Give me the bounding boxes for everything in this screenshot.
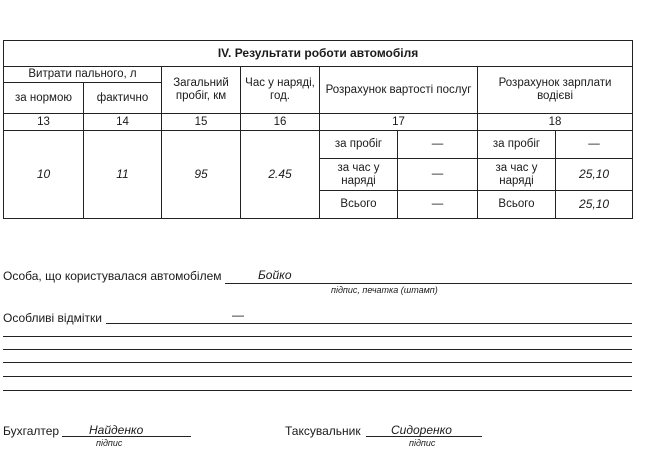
salary-row-label: за час у наряді	[478, 159, 556, 191]
salary-row-value: —	[556, 131, 633, 159]
taxer-signature-hint: підпис	[409, 438, 436, 448]
column-number: 18	[478, 114, 633, 131]
service-cost-row-label: за пробіг	[320, 131, 398, 159]
accountant-signature: Найденко	[89, 423, 144, 437]
notes-line-2	[3, 336, 632, 337]
fuel-actual-header: фактично	[84, 83, 162, 114]
notes-line-4	[3, 362, 632, 363]
service-cost-row-value: —	[398, 131, 478, 159]
column-number: 15	[162, 114, 241, 131]
notes-line-6	[3, 390, 632, 391]
results-table	[3, 40, 633, 219]
notes-line-5	[3, 376, 632, 377]
column-number: 13	[4, 114, 84, 131]
accountant-label: Бухгалтер	[3, 424, 60, 438]
fuel-norm-value: 10	[4, 131, 84, 219]
service-cost-row-label: за час у наряді	[320, 159, 398, 191]
total-mileage-value: 95	[162, 131, 241, 219]
person-label: Особа, що користувалася автомобілем	[3, 269, 222, 283]
service-cost-row-value: —	[398, 159, 478, 191]
salary-row-value: 25,10	[556, 159, 633, 191]
notes-value: —	[232, 308, 244, 322]
salary-row-value: 25,10	[556, 191, 633, 219]
notes-line	[106, 323, 632, 324]
column-number: 17	[320, 114, 478, 131]
fuel-actual-value: 11	[84, 131, 162, 219]
column-number: 16	[241, 114, 320, 131]
accountant-signature-hint: підпис	[96, 438, 123, 448]
salary-row-label: за пробіг	[478, 131, 556, 159]
notes-label: Особливі відмітки	[3, 311, 102, 325]
person-signature-line	[225, 283, 632, 284]
taxer-signature: Сидоренко	[391, 423, 452, 437]
fuel-norm-header: за нормою	[4, 83, 84, 114]
time-on-duty-value: 2.45	[241, 131, 320, 219]
person-signature-hint: підпис, печатка (штамп)	[331, 285, 438, 295]
service-cost-row-label: Всього	[320, 191, 398, 219]
service-cost-header: Розрахунок вартості послуг	[320, 67, 478, 114]
time-on-duty-header: Час у наряді, год.	[241, 67, 320, 114]
taxer-label: Таксувальник	[285, 424, 361, 438]
person-signature: Бойко	[258, 268, 292, 282]
notes-line-3	[3, 349, 632, 350]
driver-salary-header: Розрахунок зарплати водієві	[478, 67, 633, 114]
fuel-consumption-header: Витрати пального, л	[4, 67, 162, 83]
section-title: IV. Результати роботи автомобіля	[4, 41, 633, 67]
service-cost-row-value: —	[398, 191, 478, 219]
total-mileage-header: Загальний пробіг, км	[162, 67, 241, 114]
column-number: 14	[84, 114, 162, 131]
salary-row-label: Всього	[478, 191, 556, 219]
